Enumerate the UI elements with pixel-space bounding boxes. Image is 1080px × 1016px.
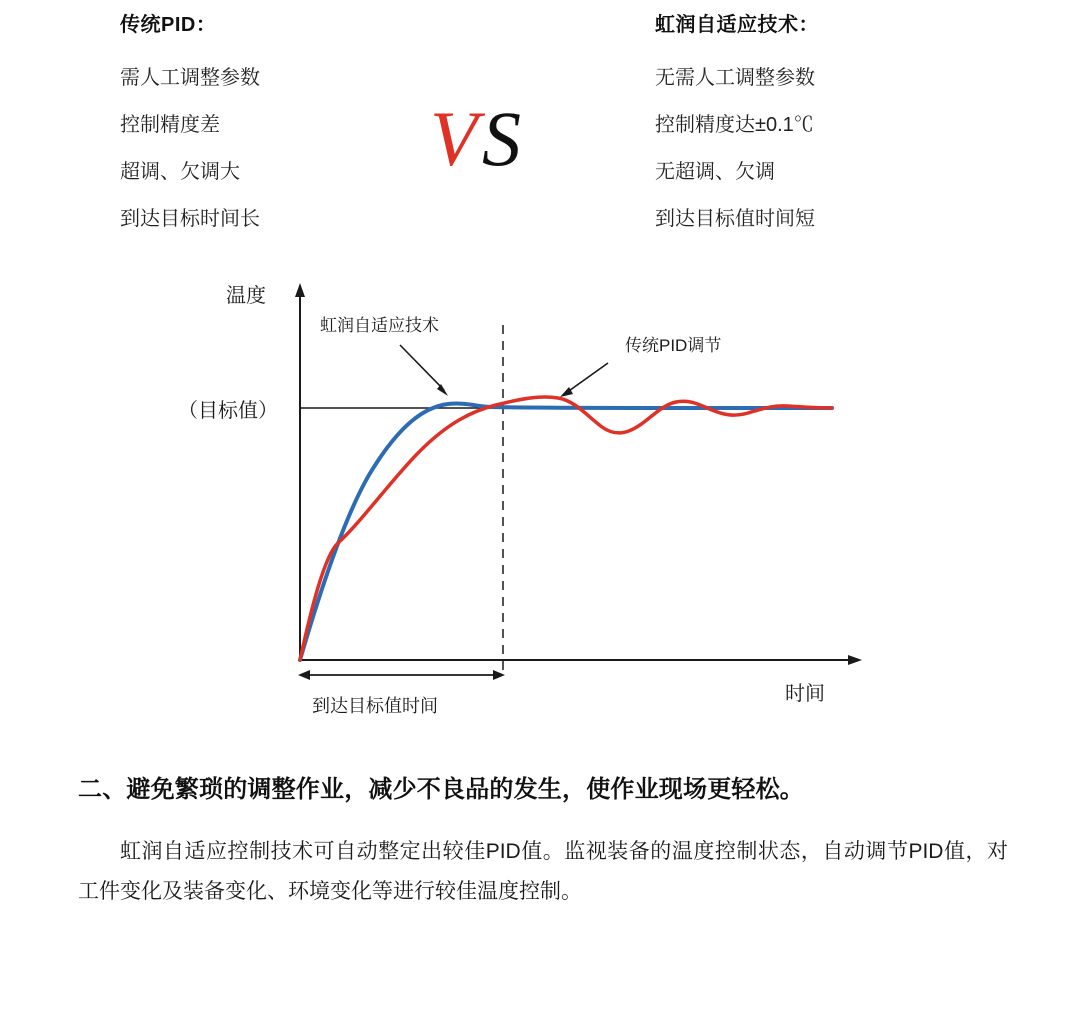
target-value-label: （目标值） (178, 400, 278, 422)
y-axis-arrow (295, 283, 305, 297)
section-paragraph: 虹润自适应控制技术可自动整定出较佳PID值。监视装备的温度控制状态，自动调节PID值，对工件变化及装备变化、环境变化等进行较佳温度控制。 (78, 840, 1008, 903)
article-section (78, 770, 1008, 912)
y-axis-label: 温度 (226, 285, 266, 307)
section-heading: 二、避免繁琐的调整作业，减少不良品的发生，使作业现场更轻松。 (78, 776, 804, 803)
list-item: 到达目标时间长 (120, 208, 260, 230)
annotation-adaptive-leader (400, 345, 444, 390)
settle-time-span-label: 到达目标值时间 (312, 696, 438, 716)
annotation-traditional-label: 传统PID调节 (625, 336, 722, 355)
comparison-list-adaptive (655, 55, 1015, 243)
list-item: 需人工调整参数 (120, 67, 260, 89)
annotation-adaptive-label: 虹润自适应技术 (320, 316, 439, 335)
vs-graphic (430, 95, 570, 185)
vs-letter-s: S (482, 95, 521, 182)
list-item: 超调、欠调大 (120, 161, 240, 183)
x-axis-label: 时间 (785, 683, 825, 705)
annotation-adaptive-arrowhead (437, 384, 448, 396)
settle-time-span-arrow-left (298, 670, 310, 680)
comparison-block (0, 0, 1080, 265)
list-item: 无超调、欠调 (655, 161, 775, 183)
comparison-column-adaptive (655, 8, 1015, 243)
vs-letter-v: V (430, 95, 478, 182)
list-item: 到达目标值时间短 (655, 208, 815, 230)
comparison-title-traditional: 传统PID： (120, 14, 217, 36)
list-item: 无需人工调整参数 (655, 67, 815, 89)
comparison-title-adaptive: 虹润自适应技术： (655, 14, 819, 36)
comparison-list-traditional (120, 55, 450, 243)
annotation-traditional-leader (566, 363, 608, 393)
series-traditional-curve (300, 397, 832, 660)
list-item: 控制精度达±0.1℃ (655, 114, 814, 136)
response-curve-chart (0, 265, 1080, 740)
x-axis-arrow (848, 655, 862, 665)
settle-time-span-arrow-right (493, 670, 505, 680)
list-item: 控制精度差 (120, 114, 220, 136)
comparison-column-traditional (120, 8, 450, 243)
series-adaptive-curve (300, 404, 832, 660)
